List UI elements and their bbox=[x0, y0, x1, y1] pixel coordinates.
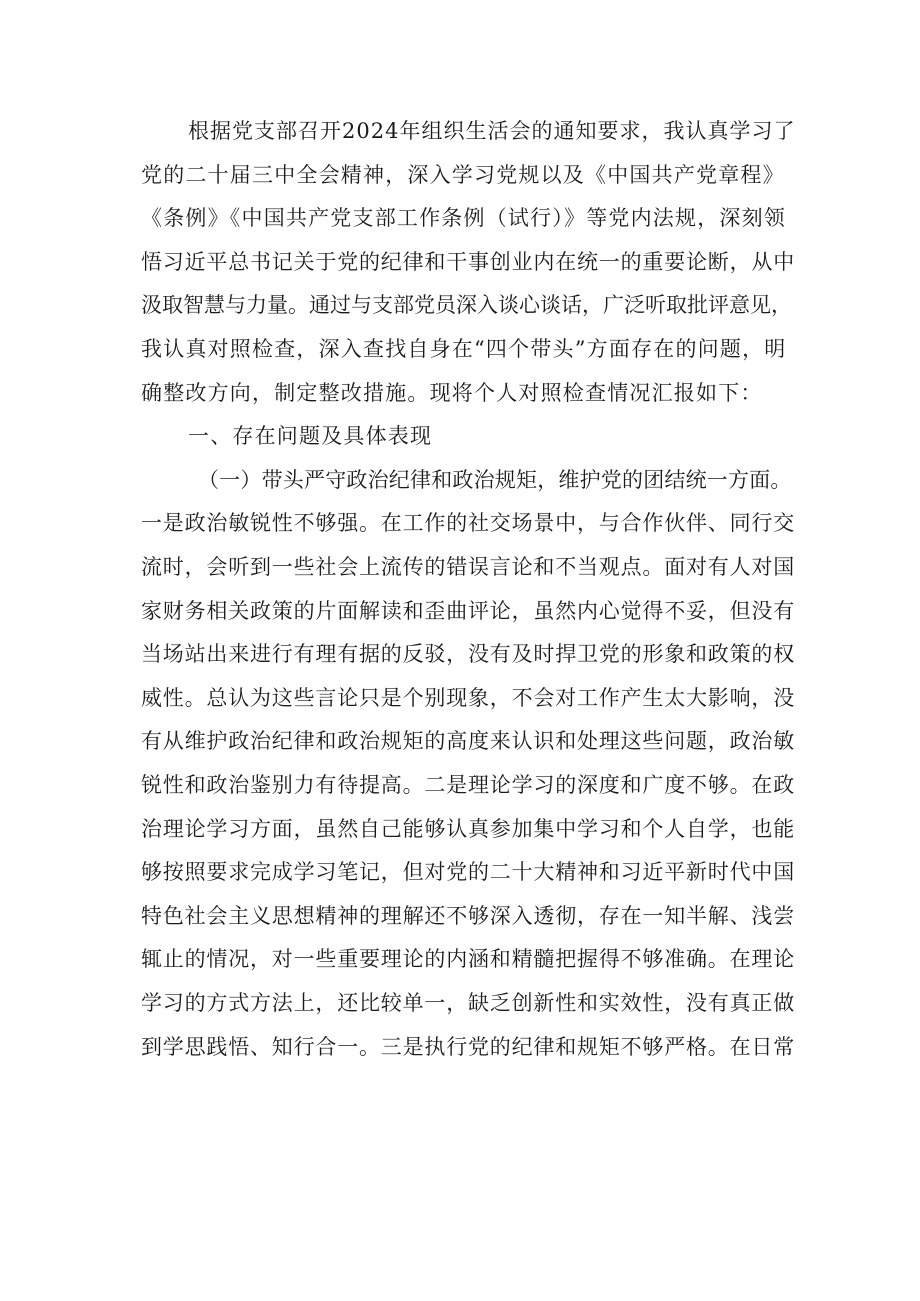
paragraph-line-7: 确整改方向，制定整改措施。现将个人对照检查情况汇报如下： bbox=[141, 381, 763, 405]
paragraph-line-12: 家财务相关政策的片面解读和歪曲评论，虽然内心觉得不妥，但没有 bbox=[141, 599, 795, 623]
paragraph-line-4: 悟习近平总书记关于党的纪律和干事创业内在统一的重要论断，从中 bbox=[141, 250, 795, 274]
paragraph-line-14: 威性。总认为这些言论只是个别现象，不会对工作产生太大影响，没 bbox=[141, 686, 795, 710]
paragraph-line-19: 特色社会主义思想精神的理解还不够深入透彻，存在一知半解、浅尝 bbox=[141, 904, 795, 928]
paragraph-line-1: 根据党支部召开2024年组织生活会的通知要求，我认真学习了 bbox=[188, 119, 796, 143]
paragraph-line-11: 流时，会听到一些社会上流传的错误言论和不当观点。面对有人对国 bbox=[141, 555, 795, 579]
paragraph-line-15: 有从维护政治纪律和政治规矩的高度来认识和处理这些问题，政治敏 bbox=[141, 729, 795, 753]
paragraph-line-20: 辄止的情况，对一些重要理论的内涵和精髓把握得不够准确。在理论 bbox=[141, 947, 795, 971]
section-heading: 一、存在问题及具体表现 bbox=[188, 424, 433, 448]
paragraph-line-18: 够按照要求完成学习笔记，但对党的二十大精神和习近平新时代中国 bbox=[141, 860, 795, 884]
paragraph-line-5: 汲取智慧与力量。通过与支部党员深入谈心谈话，广泛听取批评意见， bbox=[141, 293, 792, 317]
subsection-heading: （一）带头严守政治纪律和政治规矩，维护党的团结统一方面。 bbox=[198, 468, 792, 492]
paragraph-line-16: 锐性和政治鉴别力有待提高。二是理论学习的深度和广度不够。在政 bbox=[141, 773, 795, 797]
paragraph-line-13: 当场站出来进行有理有据的反驳，没有及时捍卫党的形象和政策的权 bbox=[141, 642, 795, 666]
paragraph-line-17: 治理论学习方面，虽然自己能够认真参加集中学习和个人自学，也能 bbox=[141, 817, 795, 841]
paragraph-line-3: 《条例》《中国共产党支部工作条例（试行）》等党内法规，深刻领 bbox=[141, 206, 786, 230]
paragraph-line-21: 学习的方式方法上，还比较单一，缺乏创新性和实效性，没有真正做 bbox=[141, 991, 795, 1015]
paragraph-line-10: 一是政治敏锐性不够强。在工作的社交场景中，与合作伙伴、同行交 bbox=[141, 511, 795, 535]
paragraph-line-6: 我认真对照检查，深入查找自身在“四个带头”方面存在的问题，明 bbox=[141, 337, 787, 361]
paragraph-line-22: 到学思践悟、知行合一。三是执行党的纪律和规矩不够严格。在日常 bbox=[141, 1035, 795, 1059]
paragraph-line-2: 党的二十届三中全会精神，深入学习党规以及《中国共产党章程》 bbox=[141, 163, 785, 187]
